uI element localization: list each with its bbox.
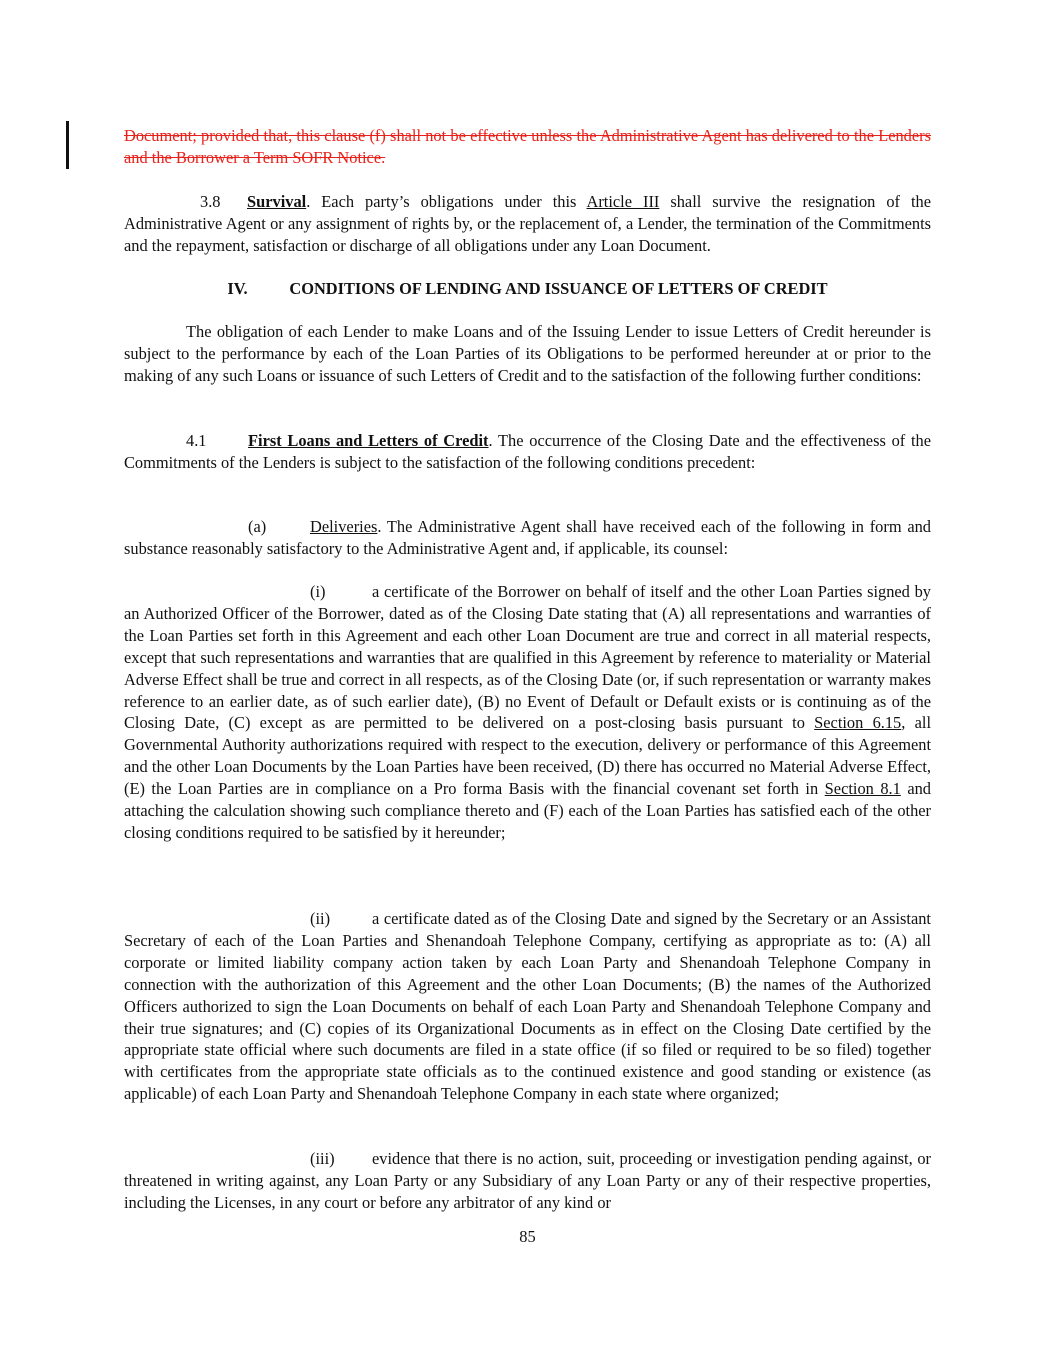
clause-text: a certificate dated as of the Closing Date and signed by the Secretary or an Assistant Secretary of each of the Loan Parties and Shenandoah Telephone Company, certifying as appropriate as to: (A) all corporate or limited liability company action taken by each Loan Party and Shenandoah Telephone Company in connection with the authorization of this Agreement and the other Loan Documents; (B) the names of the Authorized Officers authorized to sign the Loan Documents on behalf of each Loan Party and Shenandoah Telephone Company and their true signatures; and (C) copies of its Organizational Documents as in effect on the Closing Date certified by the appropriate state official where such documents are filed in a state office (if so filed or required to be so filed) together with certificates from the appropriate state officials as to the continued existence and good standing or existence (as applicable) of each Loan Party and Shenandoah Telephone Company in each state where organized; xyxy=(124,909,931,1104)
clause-iii-paragraph xyxy=(124,1148,931,1214)
clause-label: (i) xyxy=(310,582,326,601)
article-number: IV. xyxy=(227,279,248,298)
section-title: Survival xyxy=(247,192,307,211)
clause-label: (iii) xyxy=(310,1149,335,1168)
section-4-1-paragraph xyxy=(124,430,931,474)
clause-ii-paragraph xyxy=(124,908,931,1105)
cross-reference-link[interactable]: Article III xyxy=(586,192,660,211)
clause-a-paragraph xyxy=(124,516,931,560)
section-3-8-paragraph xyxy=(124,191,931,257)
section-number: 4.1 xyxy=(186,431,207,450)
page-number: 85 xyxy=(519,1227,536,1246)
clause-text: , all Governmental Authority authorizations required with respect to the execution, delivery or performance of this Agreement and the other Loan Documents by the Loan Parties have been received, (D) there has occurred no Material Adverse Effect, (E) the Loan Parties are in compliance on a Pro forma Basis with the financial covenant set forth in xyxy=(124,713,931,799)
clause-i-paragraph xyxy=(124,581,931,844)
article-title: CONDITIONS OF LENDING AND ISSUANCE OF LETTERS OF CREDIT xyxy=(289,279,828,298)
clause-text: and attaching the calculation showing such compliance thereto and (F) each of the Loan Parties has satisfied each of the other closing conditions required to be satisfied by it hereunder; xyxy=(124,779,931,842)
section-number: 3.8 xyxy=(200,192,221,211)
clause-title: Deliveries xyxy=(310,517,378,536)
struck-revision-text: Document; provided that, this clause (f) shall not be effective unless the Administrative Agent has delivered to the Lenders and the Borrower a Term SOFR Notice. xyxy=(124,126,931,167)
section-text: . Each party’s obligations under this xyxy=(306,192,587,211)
article-intro-paragraph: The obligation of each Lender to make Loans and of the Issuing Lender to issue Letters of Credit hereunder is subject to the performance by each of the Loan Parties of its Obligations to be performed hereunder at or prior to the making of any such Loans or issuance of such Letters of Credit and to the satisfaction of the following further conditions: xyxy=(124,322,931,385)
revision-change-bar xyxy=(66,121,69,169)
clause-label: (ii) xyxy=(310,909,331,928)
section-text: . The occurrence of the Closing Date and the effectiveness of the Commitments of the Lenders is subject to the satisfaction of the following conditions precedent: xyxy=(124,431,931,472)
section-title: First Loans and Letters of Credit xyxy=(248,431,489,450)
clause-text: evidence that there is no action, suit, proceeding or investigation pending against, or threatened in writing against, any Loan Party or any Subsidiary of any Loan Party or any of their respective properties, including the Licenses, in any court or before any arbitrator of any kind or xyxy=(124,1149,931,1212)
clause-label: (a) xyxy=(248,517,267,536)
section-text: shall survive the resignation of the Administrative Agent or any assignment of rights by, or the replacement of, a Lender, the termination of the Commitments and the repayment, satisfaction or discharge of all obligations under any Loan Document. xyxy=(124,192,932,255)
cross-reference-link[interactable]: Section 6.15 xyxy=(814,713,902,733)
cross-reference-link[interactable]: Section 8.1 xyxy=(824,779,901,799)
article-heading xyxy=(124,278,931,300)
clause-text: . The Administrative Agent shall have received each of the following in form and substance reasonably satisfactory to the Administrative Agent and, if applicable, its counsel: xyxy=(124,517,931,558)
clause-text: a certificate of the Borrower on behalf of itself and the other Loan Parties signed by an Authorized Officer of the Borrower, dated as of the Closing Date stating that (A) all representations and warranties of the Loan Parties set forth in this Agreement and each other Loan Document are true and correct in all material respects, except that such representations and warranties that are qualified in this Agreement by reference to materiality or Material Adverse Effect shall be true and correct in all respects, as of the Closing Date (or, if such representation or warranty makes reference to an earlier date, as of such earlier date), (B) no Event of Default or Default exists or is continuing as of the Closing Date, (C) except as are permitted to be delivered on a post-closing basis pursuant to xyxy=(124,582,931,733)
